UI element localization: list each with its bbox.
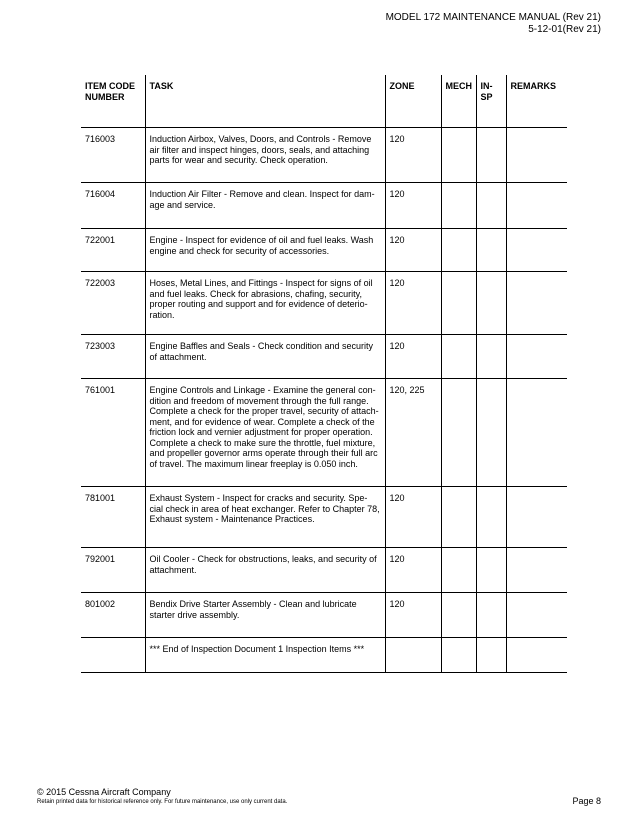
mech-cell xyxy=(441,183,476,229)
remarks-cell xyxy=(506,229,567,272)
mech-cell xyxy=(441,638,476,673)
header-zone: ZONE xyxy=(385,75,441,128)
copyright: © 2015 Cessna Aircraft Company xyxy=(37,787,171,797)
insp-cell xyxy=(476,335,506,379)
zone-cell: 120 xyxy=(385,272,441,335)
header-remarks: REMARKS xyxy=(506,75,567,128)
mech-cell xyxy=(441,548,476,593)
task-cell: Engine Baffles and Seals - Check condition and security of attachment. xyxy=(145,335,385,379)
remarks-cell xyxy=(506,487,567,548)
table-row xyxy=(81,379,567,487)
mech-cell xyxy=(441,593,476,638)
task-cell: Bendix Drive Starter Assembly - Clean and lubricate starter drive assembly. xyxy=(145,593,385,638)
remarks-cell xyxy=(506,638,567,673)
item-code-cell: 761001 xyxy=(81,379,145,487)
item-code-cell: 716004 xyxy=(81,183,145,229)
header-mech: MECH xyxy=(441,75,476,128)
table-row xyxy=(81,183,567,229)
insp-cell xyxy=(476,272,506,335)
remarks-cell xyxy=(506,379,567,487)
insp-cell xyxy=(476,379,506,487)
insp-cell xyxy=(476,593,506,638)
table-header-row xyxy=(81,75,567,128)
retention-notice: Retain printed data for historical reference only. For future maintenance, use only current data. xyxy=(37,799,288,805)
page-number: Page 8 xyxy=(572,796,601,806)
task-cell: Induction Airbox, Valves, Doors, and Controls - Remove air filter and inspect hinges, doors, seals, and attaching parts for wear and security. Check operation. xyxy=(145,128,385,183)
task-cell: Hoses, Metal Lines, and Fittings - Inspect for signs of oil and fuel leaks. Check for abrasions, chafing, security, proper routing and support and for evidence of deterio-ration. xyxy=(145,272,385,335)
insp-cell xyxy=(476,548,506,593)
task-cell: Exhaust System - Inspect for cracks and security. Spe-cial check in area of heat exchanger. Refer to Chapter 78, Exhaust system - Maintenance Practices. xyxy=(145,487,385,548)
insp-cell xyxy=(476,128,506,183)
table-row xyxy=(81,128,567,183)
page-footer xyxy=(37,787,287,806)
remarks-cell xyxy=(506,128,567,183)
item-code-cell: 716003 xyxy=(81,128,145,183)
mech-cell xyxy=(441,487,476,548)
mech-cell xyxy=(441,379,476,487)
table-row xyxy=(81,229,567,272)
mech-cell xyxy=(441,335,476,379)
insp-cell xyxy=(476,487,506,548)
zone-cell: 120 xyxy=(385,183,441,229)
item-code-cell xyxy=(81,638,145,673)
table-row xyxy=(81,272,567,335)
mech-cell xyxy=(441,229,476,272)
zone-cell: 120 xyxy=(385,128,441,183)
zone-cell xyxy=(385,638,441,673)
page-header xyxy=(386,12,601,36)
zone-cell: 120 xyxy=(385,487,441,548)
table-row xyxy=(81,548,567,593)
header-item-code: ITEM CODE NUMBER xyxy=(81,75,145,128)
zone-cell: 120 xyxy=(385,229,441,272)
task-cell: Engine - Inspect for evidence of oil and fuel leaks. Wash engine and check for security of accessories. xyxy=(145,229,385,272)
insp-cell xyxy=(476,638,506,673)
item-code-cell: 792001 xyxy=(81,548,145,593)
insp-cell xyxy=(476,183,506,229)
remarks-cell xyxy=(506,183,567,229)
remarks-cell xyxy=(506,335,567,379)
task-cell: Induction Air Filter - Remove and clean. Inspect for dam-age and service. xyxy=(145,183,385,229)
manual-title: MODEL 172 MAINTENANCE MANUAL (Rev 21) xyxy=(385,12,601,23)
mech-cell xyxy=(441,128,476,183)
header-insp: IN- SP xyxy=(476,75,506,128)
zone-cell: 120 xyxy=(385,335,441,379)
item-code-cell: 722003 xyxy=(81,272,145,335)
task-cell: Oil Cooler - Check for obstructions, leaks, and security of attachment. xyxy=(145,548,385,593)
table-row xyxy=(81,487,567,548)
mech-cell xyxy=(441,272,476,335)
remarks-cell xyxy=(506,272,567,335)
item-code-cell: 722001 xyxy=(81,229,145,272)
inspection-table xyxy=(81,75,567,673)
task-cell: Engine Controls and Linkage - Examine the general con-dition and freedom of movement through the full range. Complete a check for the proper travel, security of attach-ment, and for evidence of wear. Complete a check of the friction lock and vernier adjustment for proper operation. Complete a check to make sure the throttle, fuel mixture, and propeller governor arms operate through their full arc of travel. The maximum linear freeplay is 0.050 inch. xyxy=(145,379,385,487)
remarks-cell xyxy=(506,548,567,593)
remarks-cell xyxy=(506,593,567,638)
table-row xyxy=(81,638,567,673)
table-row xyxy=(81,593,567,638)
zone-cell: 120, 225 xyxy=(385,379,441,487)
table-row xyxy=(81,335,567,379)
header-task: TASK xyxy=(145,75,385,128)
insp-cell xyxy=(476,229,506,272)
item-code-cell: 723003 xyxy=(81,335,145,379)
item-code-cell: 801002 xyxy=(81,593,145,638)
item-code-cell: 781001 xyxy=(81,487,145,548)
task-cell: *** End of Inspection Document 1 Inspection Items *** xyxy=(145,638,385,673)
zone-cell: 120 xyxy=(385,593,441,638)
section-revision: 5-12-01(Rev 21) xyxy=(528,24,601,35)
zone-cell: 120 xyxy=(385,548,441,593)
